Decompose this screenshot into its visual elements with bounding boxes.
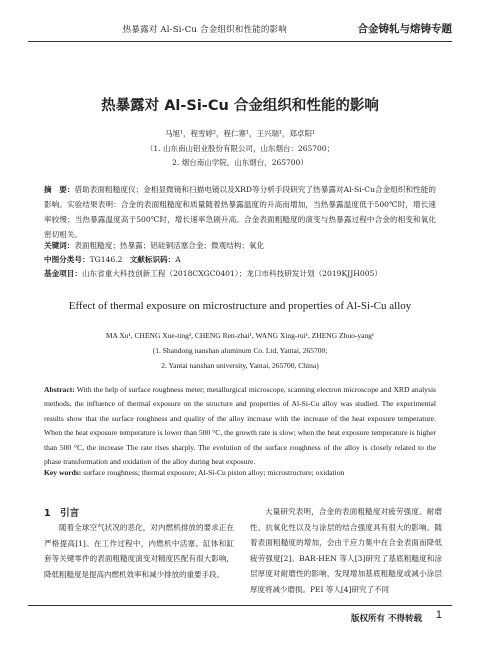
header-rule bbox=[28, 41, 452, 42]
classification-cn bbox=[44, 253, 436, 267]
footer-rule bbox=[28, 605, 452, 606]
keywords-cn-text: 表面粗糙度；热暴露；铝硅铜活塞合金；微观结构；氧化 bbox=[74, 241, 265, 250]
abstract-cn-label: 摘 要： bbox=[44, 185, 75, 194]
section-1-title: 1 引言 bbox=[44, 508, 80, 519]
doc-code-value: A bbox=[175, 255, 181, 264]
affiliation-en-1: (1. Shandong nanshan aluminum Co. Ltd, Yantai, 265700; bbox=[152, 346, 328, 355]
authors-cn: 马旭¹，程雪婷²，程仁寨¹，王兴瑞¹，郑卓阳¹ bbox=[164, 129, 316, 138]
abstract-cn bbox=[44, 182, 436, 242]
intro-paragraph-right: 大量研究表明，合金的表面粗糙度对疲劳强度、耐磨性、抗氧化性以及与涂层的结合强度具有很大的影响。随着表面粗糙度的增加，会由于应力集中在合金表面而降低疲劳强度[2]。BAR-HEN 等人[3]研究了基底粗糙度和涂层厚度对耐磨性的影响，发现增加基底粗糙度或减小涂层厚度将减少磨损。PEI 等人[4]研究了不同 bbox=[250, 507, 442, 594]
abstract-en-text: With the help of surface roughness meter; metallurgical microscope, scanning electron microscope and XRD analysis methods, the influence of thermal exposure on the structure and properties of Al-Si-Cu alloy was studied. The experimental results show that the surface roughness and quality of the alloy increase with the increase of the heat exposure temperature. When the heat exposure temperature is lower than 500 °C, the growth rate is slow; when the heat exposure temperature is higher than 500 °C, the increase The rate rises sharply. The evolution of the surface roughness of the alloy is closely related to the phase transformation and oxidation of the alloy during heat exposure. bbox=[44, 385, 437, 467]
title-cn: 热暴露对 Al-Si-Cu 合金组织和性能的影响 bbox=[101, 98, 379, 114]
header-column-name: 合金铸轧与熔铸专题 bbox=[357, 23, 452, 35]
fund-cn-label: 基金项目： bbox=[44, 269, 82, 278]
doc-code-label: 文献标识码： bbox=[129, 255, 176, 264]
abstract-cn-text: 借助表面粗糙度仪；金相显微镜和扫描电镜以及XRD等分析手段研究了热暴露对Al-Si-Cu合金组织和性能的影响。实验结果表明：合金的表面粗糙度和质量随着热暴露温度的升高而增加，当热暴露温度低于500℃时，增长速率较慢；当热暴露温度高于500℃时，增长速率急剧升高。合金表面粗糙度的演变与热暴露过程中合金的相变和氧化密切相关。 bbox=[44, 185, 436, 239]
affiliation-en-2: 2. Yantai nanshan university, Yantai, 265700, China) bbox=[161, 361, 319, 370]
affiliation-cn-2: 2. 烟台南山学院，山东烟台，265700） bbox=[172, 158, 308, 167]
keywords-cn bbox=[44, 239, 436, 253]
authors-en: MA Xu¹, CHENG Xue-ting², CHENG Ren-zhai¹, WANG Xing-rui¹, ZHENG Zhuo-yang¹ bbox=[105, 331, 375, 340]
keywords-en-text: surface roughness; thermal exposure; Al-Si-Cu piston alloy; microstructure; oxidation bbox=[83, 468, 345, 477]
left-column bbox=[44, 520, 234, 582]
running-header bbox=[28, 20, 452, 40]
fund-cn-text: 山东省重大科技创新工程（2018CXGC0401）；龙口市科技研发计划（2019KJJH005） bbox=[81, 269, 382, 278]
affiliation-cn-1: （1. 山东南山铝业股份有限公司，山东烟台：265700； bbox=[145, 144, 335, 153]
keywords-en bbox=[44, 466, 436, 480]
fund-cn bbox=[44, 267, 436, 281]
keywords-en-label: Key words: bbox=[44, 468, 82, 477]
header-article-title: 热暴露对 Al-Si-Cu 合金组织和性能的影响 bbox=[122, 25, 287, 35]
copyright-notice: 版权所有 不得转载 bbox=[351, 614, 422, 624]
clc-value: TG146.2 bbox=[89, 255, 123, 264]
title-en: Effect of thermal exposure on microstructure and properties of Al-Si-Cu alloy bbox=[68, 300, 412, 312]
right-column bbox=[250, 504, 442, 597]
intro-paragraph-left: 随着全球空气状况的恶化，对内燃机排放的要求正在严格提高[1]。在工作过程中，内燃机中活塞、缸体和缸套等关键零件的表面粗糙度演变对精度匹配有很大影响，降低粗糙度是提高内燃机效率和减少排放的重要手段。 bbox=[44, 523, 234, 579]
abstract-en bbox=[44, 383, 436, 469]
page-number: 1 bbox=[435, 609, 442, 621]
abstract-en-label: Abstract: bbox=[44, 385, 75, 394]
clc-label: 中图分类号： bbox=[44, 255, 90, 264]
keywords-cn-label: 关键词： bbox=[44, 241, 75, 250]
